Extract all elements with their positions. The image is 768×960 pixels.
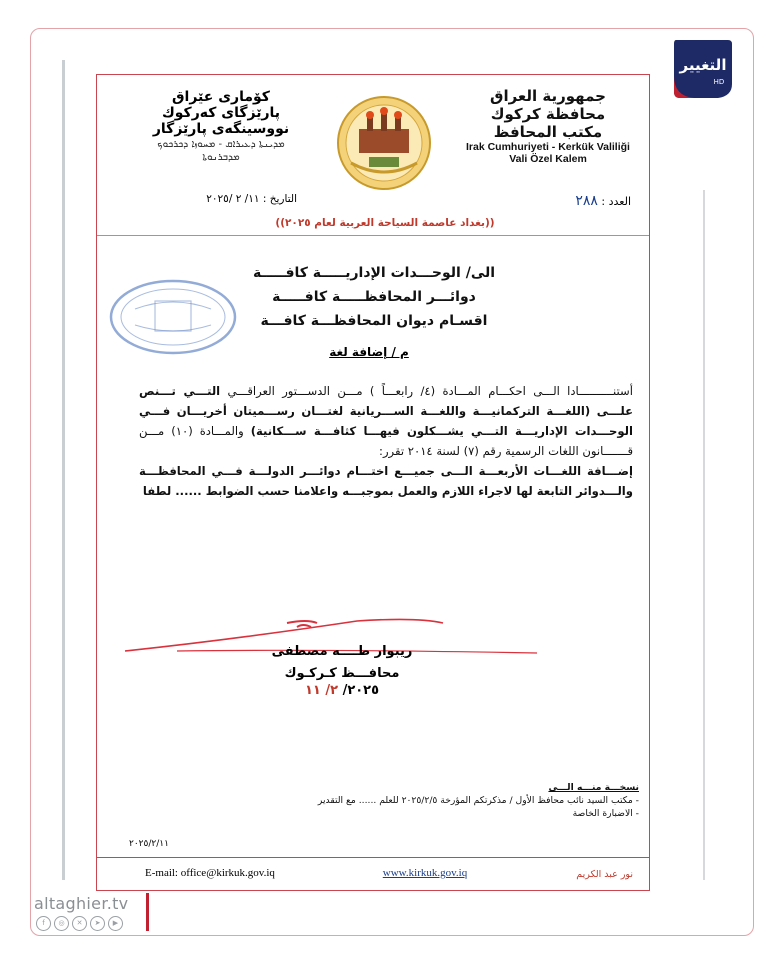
- header-province: محافظة كركوك: [490, 105, 606, 123]
- footer-typist: نور عبد الكريم: [576, 869, 633, 880]
- body-p2: إضـــافة اللغـــات الأربعـــة الـــى جميـــع اختـــام دوائـــر الدولـــة فـــي المحافظـــة والـــدوائر التابعة لها لاجراء اللازم والعمل بموجبـــه واعلامنا حسب الضوابط ...... لطفا: [139, 464, 633, 498]
- header-kurdish-syriac: [125, 89, 317, 163]
- addressee-line-1: الى/ الوحـــدات الإداريـــــة كافـــــة: [252, 265, 496, 281]
- addressee-line-2: دوائـــر المحافظـــــة كافـــــة: [272, 289, 476, 305]
- sign-date-prefix: ٢٠٢٥/: [342, 683, 380, 698]
- addressees: [233, 261, 515, 333]
- letter-body: [139, 381, 633, 501]
- document-number: [481, 193, 631, 209]
- copies-item-1: - مكتب السيد نائب محافظ الأول / مذكرتكم المؤرخة ٢٠٢٥/٢/٥ للعلم ...... مع التقدير: [317, 795, 639, 806]
- copies-heading: نسخـــة منـــه الـــى: [548, 782, 639, 793]
- youtube-icon: ▶: [108, 916, 123, 931]
- telegram-icon: ➤: [90, 916, 105, 931]
- official-letter: [96, 74, 650, 891]
- header-divider: [97, 235, 649, 236]
- header-syriac-2: ܡܕܒܪܢܘܬܐ: [202, 152, 240, 163]
- logo-hd: HD: [713, 78, 725, 86]
- header-turkish-2: Vali Özel Kalem: [509, 153, 587, 165]
- body-p1b: التـــي تـــنص علـــى (اللغـــة التركمانيـــة واللغـــة الســـريانية لغتـــان رســـميتان أخريـــان فـــي الوحـــدات الإداريـــة التـــي يشـــكلون فيهـــا كثافـــة ســـكانية): [139, 384, 634, 438]
- header-arabic-turkish: [455, 87, 641, 165]
- watermark: altaghier.tv: [34, 894, 129, 913]
- signature-date: [257, 683, 427, 698]
- subject: م / إضافة لغة: [329, 345, 409, 359]
- number-label: العدد :: [601, 195, 631, 208]
- signer-name: ريبوار طــــه مصطفى: [271, 644, 413, 659]
- scan-edge-left: [62, 60, 65, 880]
- x-icon: ✕: [72, 916, 87, 931]
- logo-text: التغيير: [679, 56, 727, 74]
- facebook-icon: f: [36, 916, 51, 931]
- signer-title: محافـــظ كـركـوك: [284, 666, 400, 681]
- body-p1: أستنــــــــــادا الـــى احكـــام المـــادة (٤/ رابعـــاً ) مـــن الدســـتور العراقـــي: [227, 384, 633, 398]
- slogan: ((بغداد عاصمة السياحة العربية لعام ٢٠٢٥)): [275, 217, 495, 229]
- instagram-icon: ◎: [54, 916, 69, 931]
- social-icons: [36, 916, 123, 931]
- header-syriac-1: ܡܕܝܢܬܐ ܕܥܝܪܐܩ - ܡܚܘܙܐ ܕܟܪܟܘܟ: [157, 139, 285, 150]
- kirkuk-emblem: [329, 91, 439, 195]
- sign-date-handwritten: ٢/ ١١: [304, 683, 339, 698]
- signatory: [257, 641, 427, 685]
- date-label: التاريخ :: [262, 193, 297, 205]
- footer-divider: [97, 857, 649, 858]
- official-stamp: [105, 275, 241, 359]
- scan-edge-right: [703, 190, 705, 880]
- header-kurdish-3: نووسینگەی پارێزگار: [152, 121, 290, 137]
- body-p1c: والمـــادة (١٠) مـــن قـــــــانون اللغات الرسمية رقم (٧) لسنة ٢٠١٤ تقرر:: [139, 424, 633, 458]
- footer-date: ٢٠٢٥/٢/١١: [129, 839, 169, 849]
- copies-list: [273, 781, 639, 820]
- copies-item-2: - الاضبارة الخاصة: [572, 808, 639, 819]
- addressee-line-3: اقسـام ديوان المحافظـــة كافـــة: [260, 313, 488, 329]
- watermark-accent-bar: [146, 893, 149, 931]
- header-turkish-1: Irak Cumhuriyeti - Kerkük Valiliği: [466, 141, 630, 153]
- number-value: ٢٨٨: [575, 193, 598, 209]
- header-office: مكتب المحافظ: [493, 123, 603, 141]
- header-kurdish-1: كۆماری عێراق: [172, 89, 270, 105]
- date-value: ١١/ ٢ /٢٠٢٥: [206, 193, 260, 205]
- footer-email: E-mail: office@kirkuk.gov.iq: [145, 867, 275, 879]
- document-date: [137, 193, 297, 205]
- channel-logo: [670, 36, 734, 102]
- header-country: جمهورية العراق: [490, 87, 606, 105]
- footer-website[interactable]: www.kirkuk.gov.iq: [382, 867, 468, 879]
- header-kurdish-2: پارێزگای کەرکوك: [161, 105, 281, 121]
